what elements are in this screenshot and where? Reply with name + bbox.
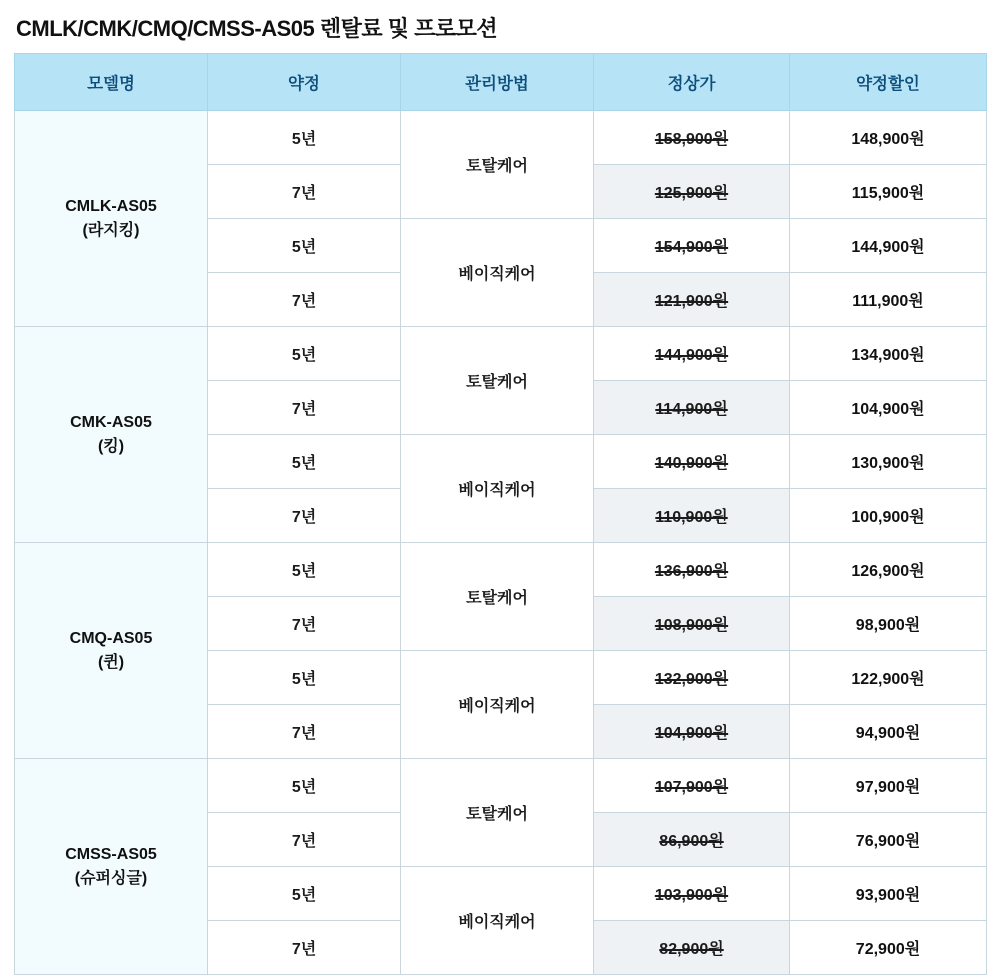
normal-price-strikethrough: 136,900원	[654, 563, 729, 580]
normal-price-cell	[594, 813, 790, 867]
care-method-cell: 베이직케어	[401, 435, 594, 543]
care-method-cell: 베이직케어	[401, 651, 594, 759]
column-header-model: 모델명	[15, 54, 208, 111]
contract-term-cell: 7년	[208, 705, 401, 759]
care-method-cell: 베이직케어	[401, 219, 594, 327]
care-method-cell: 토탈케어	[401, 111, 594, 219]
normal-price-strikethrough: 82,900원	[659, 941, 724, 958]
normal-price-cell	[594, 435, 790, 489]
table-body	[15, 111, 987, 975]
contract-term-cell: 7년	[208, 921, 401, 975]
table-row	[15, 543, 987, 597]
contract-term-cell: 5년	[208, 651, 401, 705]
column-header-normal-price: 정상가	[594, 54, 790, 111]
contract-term-cell: 7년	[208, 813, 401, 867]
model-name-text: CMQ-AS05	[69, 630, 153, 648]
model-name-cell	[15, 543, 208, 759]
discount-price-cell: 115,900원	[790, 165, 987, 219]
model-name-cell	[15, 327, 208, 543]
page-title: CMLK/CMK/CMQ/CMSS-AS05 렌탈료 및 프로모션	[16, 16, 498, 41]
normal-price-cell	[594, 165, 790, 219]
normal-price-cell	[594, 759, 790, 813]
model-name-text: CMK-AS05	[70, 414, 152, 432]
normal-price-strikethrough: 144,900원	[654, 347, 729, 364]
normal-price-strikethrough: 103,900원	[654, 887, 729, 904]
care-method-cell: 베이직케어	[401, 867, 594, 975]
contract-term-cell: 5년	[208, 327, 401, 381]
discount-price-cell: 134,900원	[790, 327, 987, 381]
column-header-care: 관리방법	[401, 54, 594, 111]
contract-term-cell: 7년	[208, 597, 401, 651]
normal-price-cell	[594, 651, 790, 705]
normal-price-strikethrough: 121,900원	[654, 293, 729, 310]
normal-price-cell	[594, 597, 790, 651]
contract-term-cell: 7년	[208, 273, 401, 327]
care-method-cell: 토탈케어	[401, 327, 594, 435]
normal-price-cell	[594, 867, 790, 921]
normal-price-strikethrough: 110,900원	[655, 509, 728, 526]
discount-price-cell: 148,900원	[790, 111, 987, 165]
model-subtitle-text: (라지킹)	[82, 221, 140, 239]
normal-price-cell	[594, 219, 790, 273]
discount-price-cell: 76,900원	[790, 813, 987, 867]
normal-price-strikethrough: 107,900원	[654, 779, 729, 796]
model-name-text: CMLK-AS05	[65, 198, 157, 216]
normal-price-strikethrough: 104,900원	[654, 725, 729, 742]
normal-price-cell	[594, 381, 790, 435]
contract-term-cell: 7년	[208, 381, 401, 435]
contract-term-cell: 5년	[208, 111, 401, 165]
contract-term-cell: 7년	[208, 165, 401, 219]
discount-price-cell: 130,900원	[790, 435, 987, 489]
model-name-cell	[15, 111, 208, 327]
normal-price-strikethrough: 140,900원	[654, 455, 729, 472]
discount-price-cell: 98,900원	[790, 597, 987, 651]
normal-price-cell	[594, 111, 790, 165]
discount-price-cell: 72,900원	[790, 921, 987, 975]
care-method-cell: 토탈케어	[401, 543, 594, 651]
table-row	[15, 327, 987, 381]
normal-price-strikethrough: 108,900원	[654, 617, 729, 634]
normal-price-strikethrough: 154,900원	[654, 239, 729, 256]
normal-price-strikethrough: 125,900원	[654, 185, 729, 202]
column-header-term: 약정	[208, 54, 401, 111]
contract-term-cell: 5년	[208, 867, 401, 921]
discount-price-cell: 104,900원	[790, 381, 987, 435]
normal-price-cell	[594, 489, 790, 543]
contract-term-cell: 5년	[208, 435, 401, 489]
table-row	[15, 111, 987, 165]
table-header	[15, 54, 987, 111]
normal-price-strikethrough: 86,900원	[659, 833, 724, 850]
discount-price-cell: 122,900원	[790, 651, 987, 705]
contract-term-cell: 7년	[208, 489, 401, 543]
discount-price-cell: 111,900원	[790, 273, 987, 327]
normal-price-strikethrough: 114,900원	[655, 401, 728, 418]
normal-price-cell	[594, 327, 790, 381]
rental-price-table	[14, 53, 987, 975]
table-row	[15, 759, 987, 813]
model-subtitle-text: (슈퍼싱글)	[74, 869, 148, 887]
normal-price-cell	[594, 921, 790, 975]
contract-term-cell: 5년	[208, 759, 401, 813]
care-method-cell: 토탈케어	[401, 759, 594, 867]
contract-term-cell: 5년	[208, 219, 401, 273]
normal-price-strikethrough: 158,900원	[654, 131, 729, 148]
discount-price-cell: 94,900원	[790, 705, 987, 759]
normal-price-cell	[594, 543, 790, 597]
model-subtitle-text: (퀸)	[97, 653, 125, 671]
table-header-row	[15, 54, 987, 111]
contract-term-cell: 5년	[208, 543, 401, 597]
discount-price-cell: 100,900원	[790, 489, 987, 543]
discount-price-cell: 126,900원	[790, 543, 987, 597]
normal-price-cell	[594, 273, 790, 327]
model-name-cell	[15, 759, 208, 975]
model-name-text: CMSS-AS05	[65, 846, 157, 864]
discount-price-cell: 144,900원	[790, 219, 987, 273]
normal-price-strikethrough: 132,900원	[654, 671, 729, 688]
model-subtitle-text: (킹)	[97, 437, 125, 455]
discount-price-cell: 93,900원	[790, 867, 987, 921]
discount-price-cell: 97,900원	[790, 759, 987, 813]
normal-price-cell	[594, 705, 790, 759]
column-header-contract-discount: 약정할인	[790, 54, 987, 111]
